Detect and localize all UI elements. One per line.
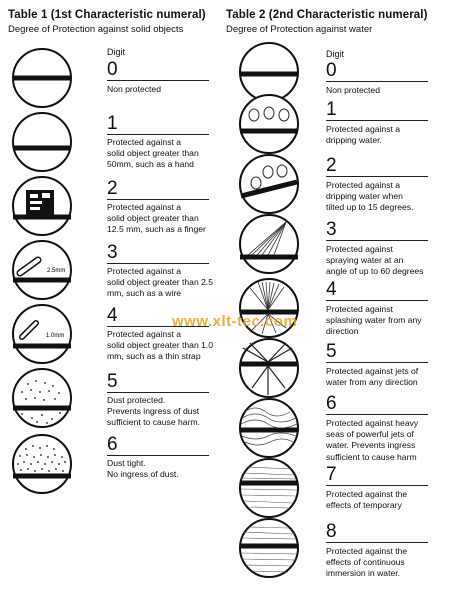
tilted-dripping-water-icon bbox=[240, 155, 298, 213]
t2-num-2: 2 bbox=[326, 155, 337, 176]
strap-protection-icon bbox=[13, 305, 71, 363]
t1-desc-3: Protected against a solid object greater than 2.5 mm, such as a wire bbox=[107, 266, 214, 299]
t2-desc-1: Protected against a dripping water. bbox=[326, 124, 401, 146]
t2-num-0: 0 bbox=[326, 60, 337, 81]
t2-desc-8: Protected against the effects of continuous immersion in water. bbox=[326, 546, 408, 579]
t2-num-7: 7 bbox=[326, 464, 337, 485]
t2-num-4: 4 bbox=[326, 279, 337, 300]
t1-num-0: 0 bbox=[107, 59, 118, 80]
wire-size-label: 2.5mm bbox=[47, 268, 66, 274]
finger-protection-icon bbox=[13, 177, 71, 235]
t1-num-4: 4 bbox=[107, 305, 118, 326]
dust-protected-icon bbox=[13, 369, 71, 427]
spraying-water-icon bbox=[240, 215, 298, 273]
t1-desc-1: Protected against a solid object greater than 50mm, such as a hand bbox=[107, 137, 199, 170]
t1-num-5: 5 bbox=[107, 371, 118, 392]
table1-subtitle: Degree of Protection against solid objects bbox=[8, 24, 184, 35]
t1-desc-2: Protected against a solid object greater than 12.5 mm, such as a finger bbox=[107, 202, 206, 235]
wire-protection-icon bbox=[13, 241, 71, 299]
table2-digit-label: Digit bbox=[326, 49, 345, 59]
t1-desc-5: Dust protected. Prevents ingress of dust sufficient to cause harm. bbox=[107, 395, 200, 428]
strap-size-label: 1.0mm bbox=[46, 333, 65, 339]
temporary-immersion-icon bbox=[240, 459, 298, 517]
continuous-immersion-icon bbox=[240, 519, 298, 577]
t2-desc-2: Protected against a dripping water when tilted up to 15 degrees. bbox=[326, 180, 414, 213]
t1-num-3: 3 bbox=[107, 242, 118, 263]
t2-num-5: 5 bbox=[326, 341, 337, 362]
no-protection-solid-icon bbox=[13, 49, 71, 107]
water-jets-icon bbox=[240, 339, 298, 397]
t2-num-1: 1 bbox=[326, 99, 337, 120]
t2-num-8: 8 bbox=[326, 521, 337, 542]
t2-desc-7: Protected against the effects of temporary bbox=[326, 489, 408, 511]
dripping-water-icon bbox=[240, 95, 298, 153]
t2-desc-0: Non protected bbox=[326, 85, 380, 95]
t2-desc-5: Protected against jets of water from any direction bbox=[326, 366, 419, 388]
dust-tight-icon bbox=[13, 435, 71, 493]
t2-desc-6: Protected against heavy seas of powerful jets of water. Prevents ingress sufficient to cause harm bbox=[326, 418, 419, 462]
t1-num-2: 2 bbox=[107, 178, 118, 199]
watermark: www.xlt-tec.com bbox=[172, 313, 298, 330]
table2-subtitle: Degree of Protection against water bbox=[226, 24, 373, 35]
table1-digit-label: Digit bbox=[107, 47, 126, 57]
t1-desc-6: Dust tight. No ingress of dust. bbox=[107, 458, 179, 480]
table2-title: Table 2 (2nd Characteristic numeral) bbox=[226, 9, 428, 21]
t2-num-3: 3 bbox=[326, 219, 337, 240]
t1-num-6: 6 bbox=[107, 434, 118, 455]
no-protection-water-icon bbox=[240, 43, 298, 101]
t2-desc-3: Protected against spraying water at an angle of up to 60 degrees bbox=[326, 244, 424, 277]
hand-protection-icon bbox=[13, 113, 71, 171]
t2-num-6: 6 bbox=[326, 393, 337, 414]
table1-title: Table 1 (1st Characteristic numeral) bbox=[8, 9, 206, 21]
t1-num-1: 1 bbox=[107, 113, 118, 134]
t1-desc-0: Non protected bbox=[107, 84, 161, 94]
t2-desc-4: Protected against splashing water from any direction bbox=[326, 304, 422, 337]
t1-desc-4: Protected against a solid object greater than 1.0 mm, such as a thin strap bbox=[107, 329, 214, 362]
heavy-seas-icon bbox=[240, 399, 298, 457]
